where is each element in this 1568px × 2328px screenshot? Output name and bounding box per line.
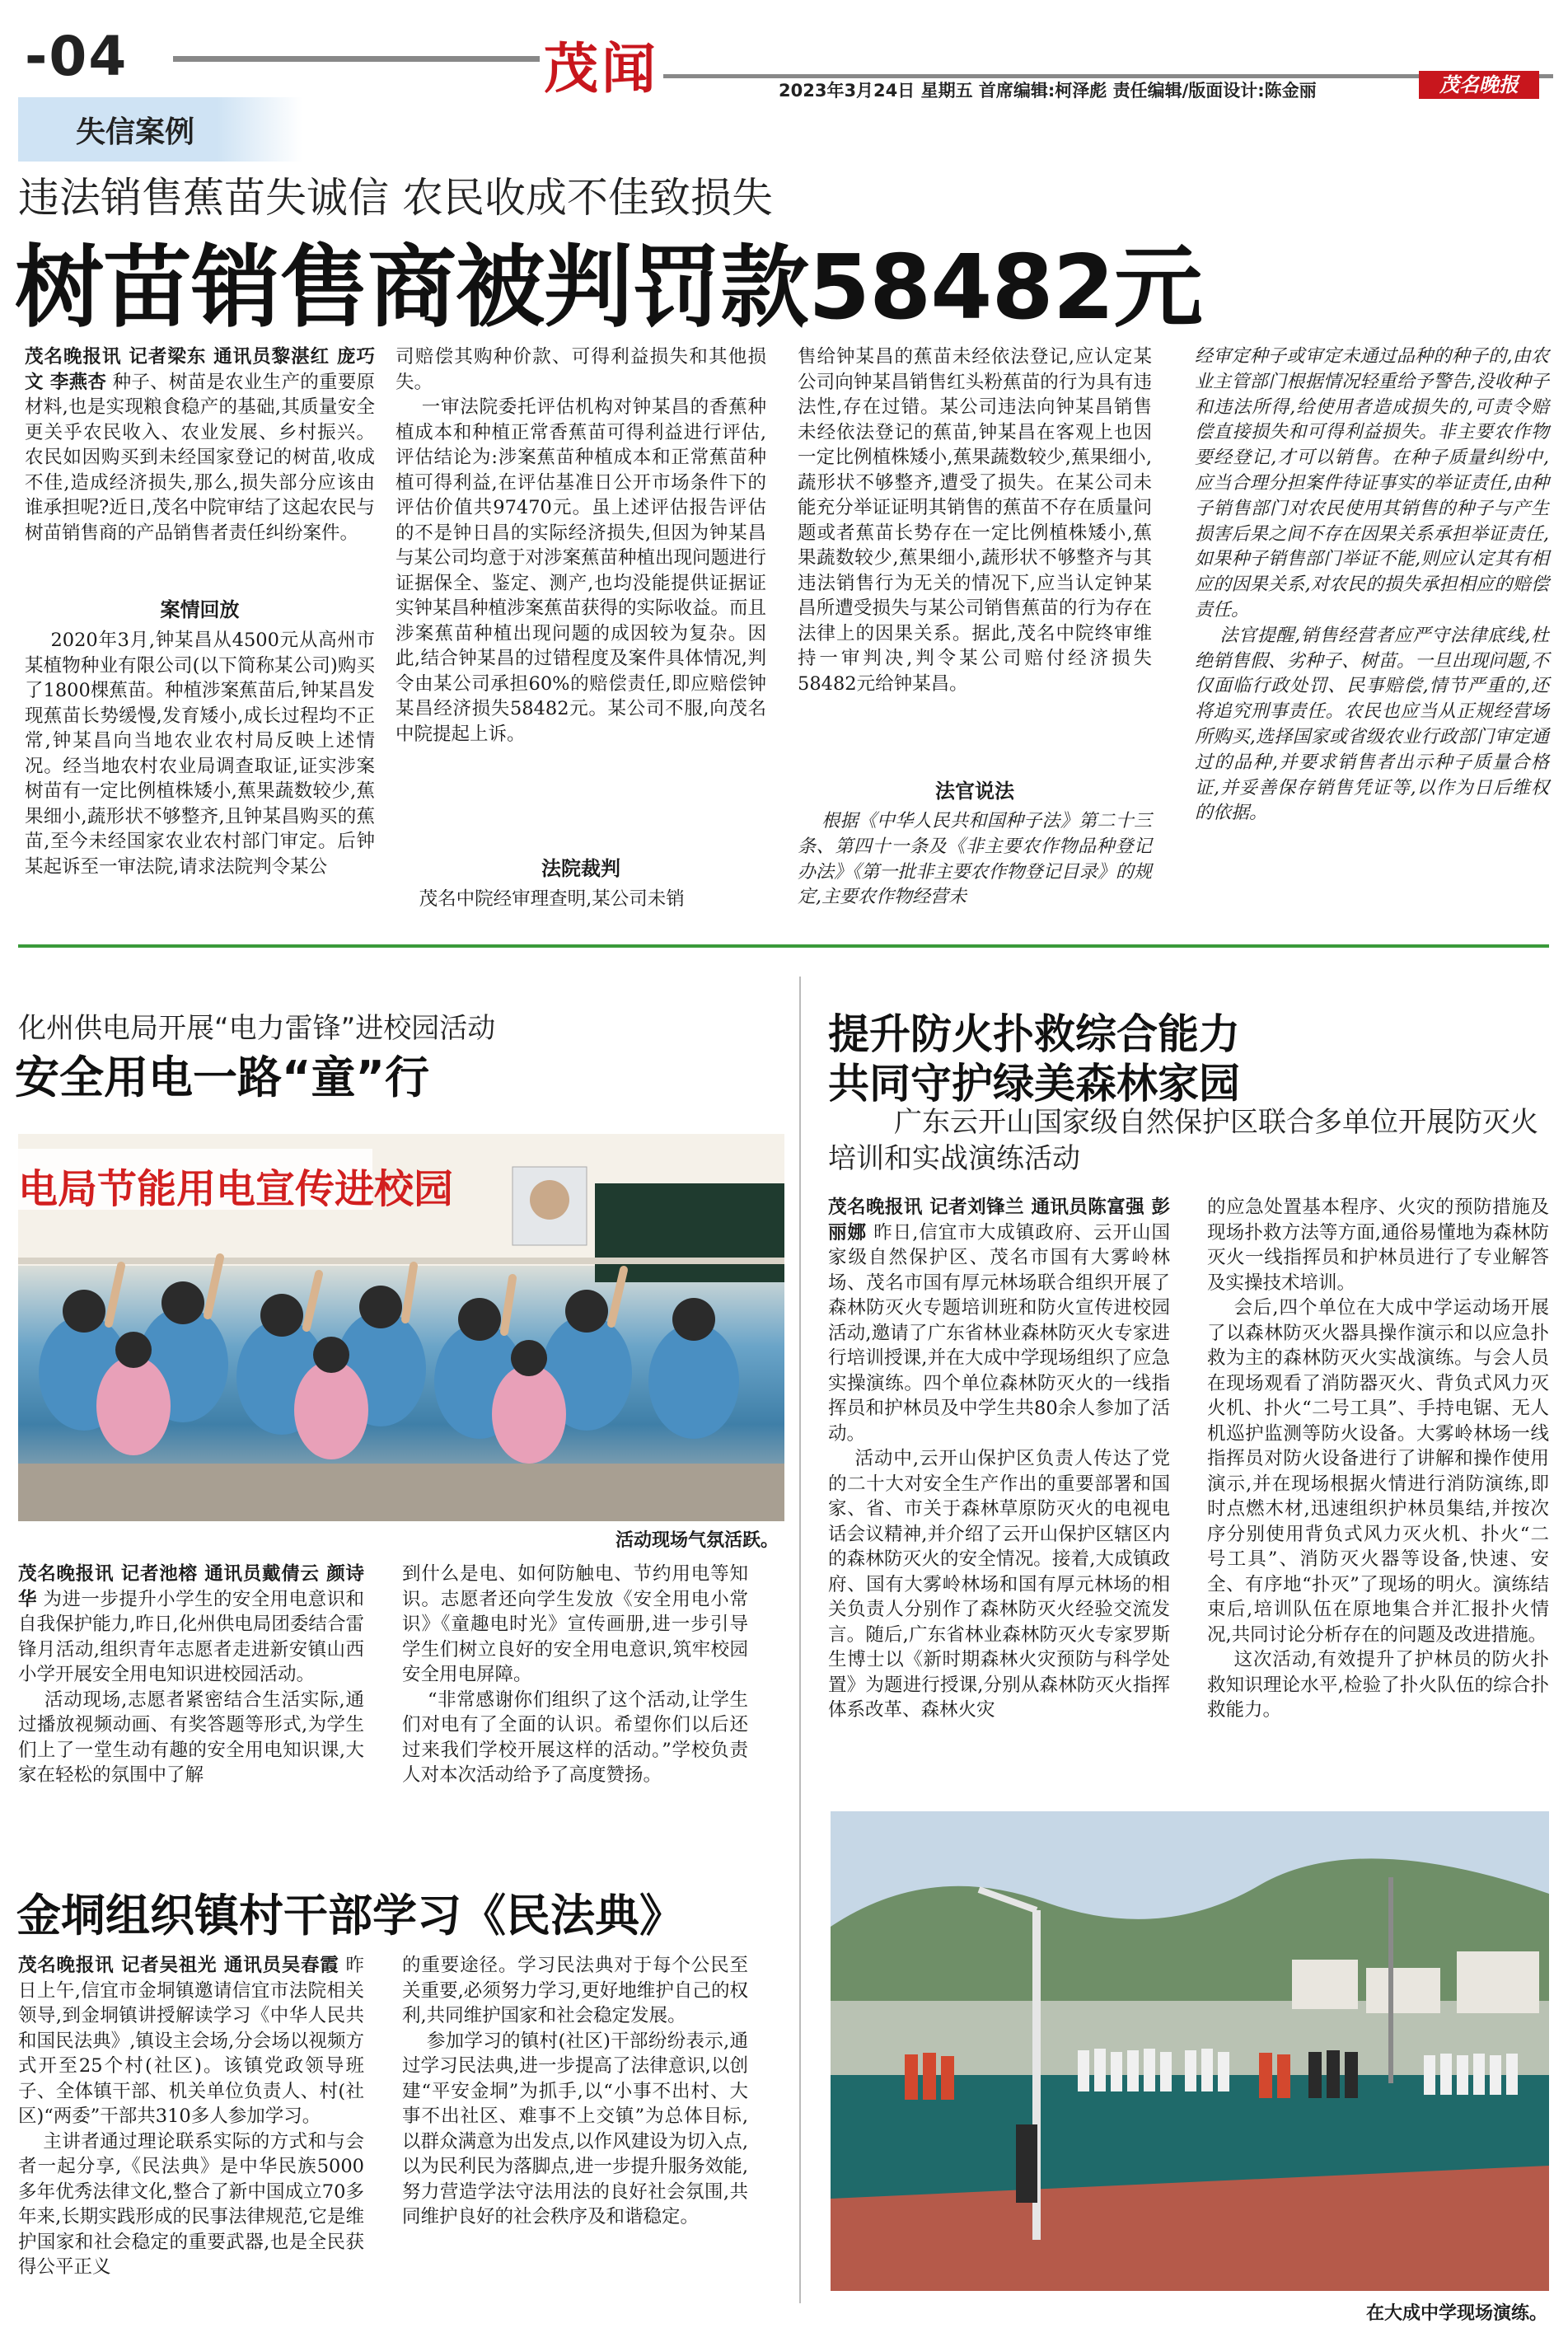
- story2-col2: 到什么是电、如何防触电、节约用电等知识。志愿者还向学生发放《安全用电小常识》《童趣电时光》宣传画册,进一步引导学生们树立良好的安全用电意识,筑牢校园安全用电屏障。 “非常感谢你们组织了这个活动,让学生们对电有了全面的认识。希望你们以后还过来我们学校开展这样的活动。”学校负责人对本次活动给予了高度赞扬。: [402, 1563, 749, 1786]
- story3-col2: 的重要途径。学习民法典对于每个公民至关重要,必须努力学习,更好地维护自己的权利,共同维护国家和社会稳定发展。 参加学习的镇村(社区)干部纷纷表示,通过学习民法典,进一步提高了法律意识,以创建“平安金垌”为抓手,以“小事不出村、大事不出社区、难事不上交镇”为总体目标,以群众满意为出发点,以作风建设为切入点,以为民利民为落脚点,进一步提升服务效能,努力营造学法守法用法的良好社会氛围,共同维护良好的社会秩序及和谐稳定。: [402, 1955, 748, 2227]
- story1-col3-law: 根据《中华人民共和国种子法》第二十三条、第四十一条及《非主要农作物品种登记办法》《第一批非主要农作物登记目录》的规定,主要农作物经营未: [798, 811, 1152, 908]
- story1-col1-cont: 2020年3月,钟某昌从4500元从高州市某植物种业有限公司(以下简称某公司)购买了1800棵蕉苗。种植涉案蕉苗后,钟某昌发现蕉苗长势缓慢,发育矮小,成长过程均不正常,钟某昌向当地农业农村局反映上述情况。经当地农村农业局调查取证,证实涉案树苗有一定比例植株矮小,蕉果蔬数较少,蕉果细小,蔬形状不够整齐,且钟某昌购买的蕉苗,至今未经国家农业农村部门审定。后钟某起诉至一审法院,请求法院判令某公: [25, 630, 375, 878]
- story2-caption: 活动现场气氛活跃。: [615, 1530, 779, 1551]
- story1-col2: 司赔偿其购种价款、可得利益损失和其他损失。 一审法院委托评估机构对钟某昌的香蕉种植成本和种植正常香蕉苗可得利益进行评估,评估结论为:涉案蕉苗种植成本和正常蕉苗种植可得利益,在评估基准日公开市场条件下的评估价值共97470元。虽上述评估报告评估的不是钟日昌的实际经济损失,但因为钟某昌与某公司均意于对涉案蕉苗种植出现问题进行证据保全、鉴定、测产,也均没能提供证据证实钟某昌种植涉案蕉苗获得的实际收益。而且涉案蕉苗种植出现问题的成因较为复杂。因此,结合钟某昌的过错程度及案件具体情况,判令由某公司承担60%的赔偿责任,即应赔偿钟某昌经济损失58482元。某公司不服,向茂名中院提起上诉。: [396, 346, 767, 745]
- story1-col3: 售给钟某昌的蕉苗未经依法登记,应认定某公司向钟某昌销售红头粉蕉苗的行为具有违法性,存在过错。某公司违法向钟某昌销售未经依法登记的蕉苗,钟某昌在客观上也因一定比例植株矮小,蕉果蔬数较少,蕉果细小,蔬形状不够整齐,遭受了损失。在某公司未能充分举证证明其销售的蕉苗不存在质量问题或者蕉苗长势存在一定比例植株矮小,蕉果蔬数较少,蕉果细小,蔬形状不够整齐与其违法销售行为无关的情况下,应当认定钟某昌所遭受损失与某公司销售蕉苗的行为存在法律上的因果关系。据此,茂名中院终审维持一审判决,判令某公司赔付经济损失58482元给钟某昌。: [798, 346, 1152, 695]
- story2-headline: 安全用电一路“童”行: [15, 1052, 429, 1103]
- drill-photo-svg: [831, 1811, 1549, 2291]
- story4-headline-2: 共同守护绿美森林家园: [828, 1060, 1240, 1108]
- story1-col1: [25, 344, 375, 546]
- story2-col1: [18, 1562, 364, 1788]
- story1-headline: 树苗销售商被判罚款58482元: [15, 237, 1202, 340]
- story4-intro: 昨日,信宜市大成镇政府、云开山国家级自然保护区、茂名市国有大雾岭林场、茂名市国有厚元林场联合组织开展了森林防灭火专题培训班和防火宣传进校园活动,邀请了广东省林业森林防灭火专家进行培训授课,并在大成中学现场组织了应急实操演练。四个单位森林防灭火的一线指挥员和护林员及中学生共80余人参加了活动。 活动中,云开山保护区负责人传达了党的二十大对安全生产作出的重要部署和国家、省、市关于森林草原防灭火的电视电话会议精神,并介绍了云开山保护区辖区内的森林防灭火的安全情况。接着,大成镇政府、国有大雾岭林场和国有厚元林场的相关负责人分别作了森林防灭火经验交流发言。随后,广东省林业森林防灭火专家罗斯生博士以《新时期森林火灾预防与科学处置》为题进行授课,分别从森林防灭火指挥体系改革、森林火灾: [828, 1221, 1171, 1721]
- story4-subtitle: 广东云开山国家级自然保护区联合多单位开展防灭火培训和实战演练活动: [828, 1106, 1538, 1175]
- story2-photo-banner: 电局节能用电宣传进校园: [18, 1166, 454, 1212]
- story3-col1: [18, 1953, 364, 2280]
- header-rule-left: [173, 56, 540, 62]
- newspaper-logo: 茂名晚报: [1419, 71, 1539, 99]
- story3-byline: 茂名晚报讯 记者吴祖光 通讯员吴春霞: [18, 1955, 339, 1976]
- story4-byline: 茂名晚报讯 记者刘锋兰 通讯员陈富强 彭丽娜: [828, 1197, 1170, 1244]
- subhead-case-review: 案情回放: [160, 598, 240, 621]
- story2-kicker: 化州供电局开展“电力雷锋”进校园活动: [18, 1012, 496, 1045]
- story1-intro: 种子、树苗是农业生产的重要原材料,也是实现粮食稳产的基础,其质量安全更关乎农民收入、农业发展、乡村振兴。农民如因购买到未经国家登记的树苗,收成不佳,造成经济损失,那么,损失部分应该由谁承担呢?近日,茂名中院审结了这起农民与树苗销售商的产品销售者责任纠纷案件。: [25, 371, 375, 544]
- story4-col1: [828, 1195, 1170, 1723]
- story3-intro: 昨日上午,信宜市金垌镇邀请信宜市法院相关领导,到金垌镇讲授解读学习《中华人民共和国民法典》,镇设主会场,分会场以视频方式开至25个村(社区)。该镇党政领导班子、全体镇干部、机关单位负责人、村(社区)“两委”干部共310多人参加学习。 主讲者通过理论联系实际的方式和与会者一起分享,《民法典》是中华民族5000多年优秀法律文化,整合了新中国成立70多年来,长期实践形成的民事法律规范,它是维护国家和社会稳定的重要武器,也是全民获得公平正义: [18, 1955, 365, 2278]
- story4-photo: [831, 1811, 1549, 2291]
- story1-col4-law: 经审定种子或审定未通过品种的种子的,由农业主管部门根据情况轻重给予警告,没收种子和违法所得,给使用者造成损失的,可责令赔偿直接损失和可得利益损失。非主要农作物要经登记,才可以销售。在种子质量纠纷中,应当合理分担案件待证事实的举证责任,由种子销售部门对农民使用其销售的种子与产生损害后果之间不存在因果关系承担举证责任,如果种子销售部门举证不能,则应认定其有相应的因果关系,对农民的损失承担相应的赔偿责任。 法官提醒,销售经营者应严守法律底线,杜绝销售假、劣种子、树苗。一旦出现问题,不仅面临行政处罚、民事赔偿,情节严重的,还将追究刑事责任。农民也应当从正规经营场所购买,选择国家或省级农业行政部门审定通过的品种,并要求销售者出示种子质量合格证,并妥善保存销售凭证等,以作为日后维权的依据。: [1195, 346, 1549, 824]
- story1-col2-cont: 茂名中院经审理查明,某公司未销: [396, 888, 685, 910]
- story2-photo: [18, 1134, 784, 1521]
- story3-headline: 金垌组织镇村干部学习《民法典》: [16, 1890, 684, 1942]
- story4-headline-1: 提升防火扑救综合能力: [828, 1010, 1240, 1058]
- story2-byline: 茂名晚报讯 记者池榕 通讯员戴倩云 颜诗华: [18, 1563, 364, 1610]
- column-divider: [799, 977, 801, 2303]
- story2-intro: 为进一步提升小学生的安全用电意识和自我保护能力,昨日,化州供电局团委结合雷锋月活动,组织青年志愿者走进新安镇山西小学开展安全用电知识进校园活动。 活动现场,志愿者紧密结合生活实际,通过播放视频动画、有奖答题等形式,为学生们上了一堂生动有趣的安全用电知识课,大家在轻松的氛围中了解: [18, 1588, 365, 1786]
- subhead-judge-says: 法官说法: [935, 780, 1014, 803]
- page-number: -04: [25, 25, 129, 88]
- story1-byline: 茂名晚报讯 记者梁东 通讯员黎湛红 庞巧文 李燕杏: [25, 346, 375, 393]
- subhead-court-ruling: 法院裁判: [541, 857, 620, 880]
- section-title: 茂闻: [544, 36, 659, 101]
- story4-col2: 的应急处置基本程序、火灾的预防措施及现场扑救方法等方面,通俗易懂地为森林防灭火一线指挥员和护林员进行了专业解答及实操技术培训。 会后,四个单位在大成中学运动场开展了以森林防灭火器具操作演示和以应急扑救为主的森林防灭火实战演练。与会人员在现场观看了消防器灭火、背负式风力灭火机、扑火“二号工具”、手持电锯、无人机巡护监测等防火设备。大雾岭林场一线指挥员对防火设备进行了讲解和操作使用演示,并在现场根据火情进行消防演练,即时点燃木材,迅速组织护林员集结,并按次序分别使用背负式风力灭火机、扑火“二号工具”、消防灭火器等设备,快速、安全、有序地“扑灭”了现场的明火。演练结束后,培训队伍在原地集合并汇报扑火情况,共同讨论分析存在的问题及改进措施。 这次活动,有效提升了护林员的防火扑救知识理论水平,检验了扑火队伍的综合扑救能力。: [1207, 1197, 1550, 1721]
- section-label: 失信案例: [76, 115, 195, 149]
- section-divider: [18, 944, 1549, 948]
- story1-kicker: 违法销售蕉苗失诚信 农民收成不佳致损失: [18, 174, 773, 222]
- story4-caption: 在大成中学现场演练。: [1365, 2303, 1547, 2324]
- header-info: 2023年3月24日 星期五 首席编辑:柯泽彪 责任编辑/版面设计:陈金丽: [779, 81, 1317, 101]
